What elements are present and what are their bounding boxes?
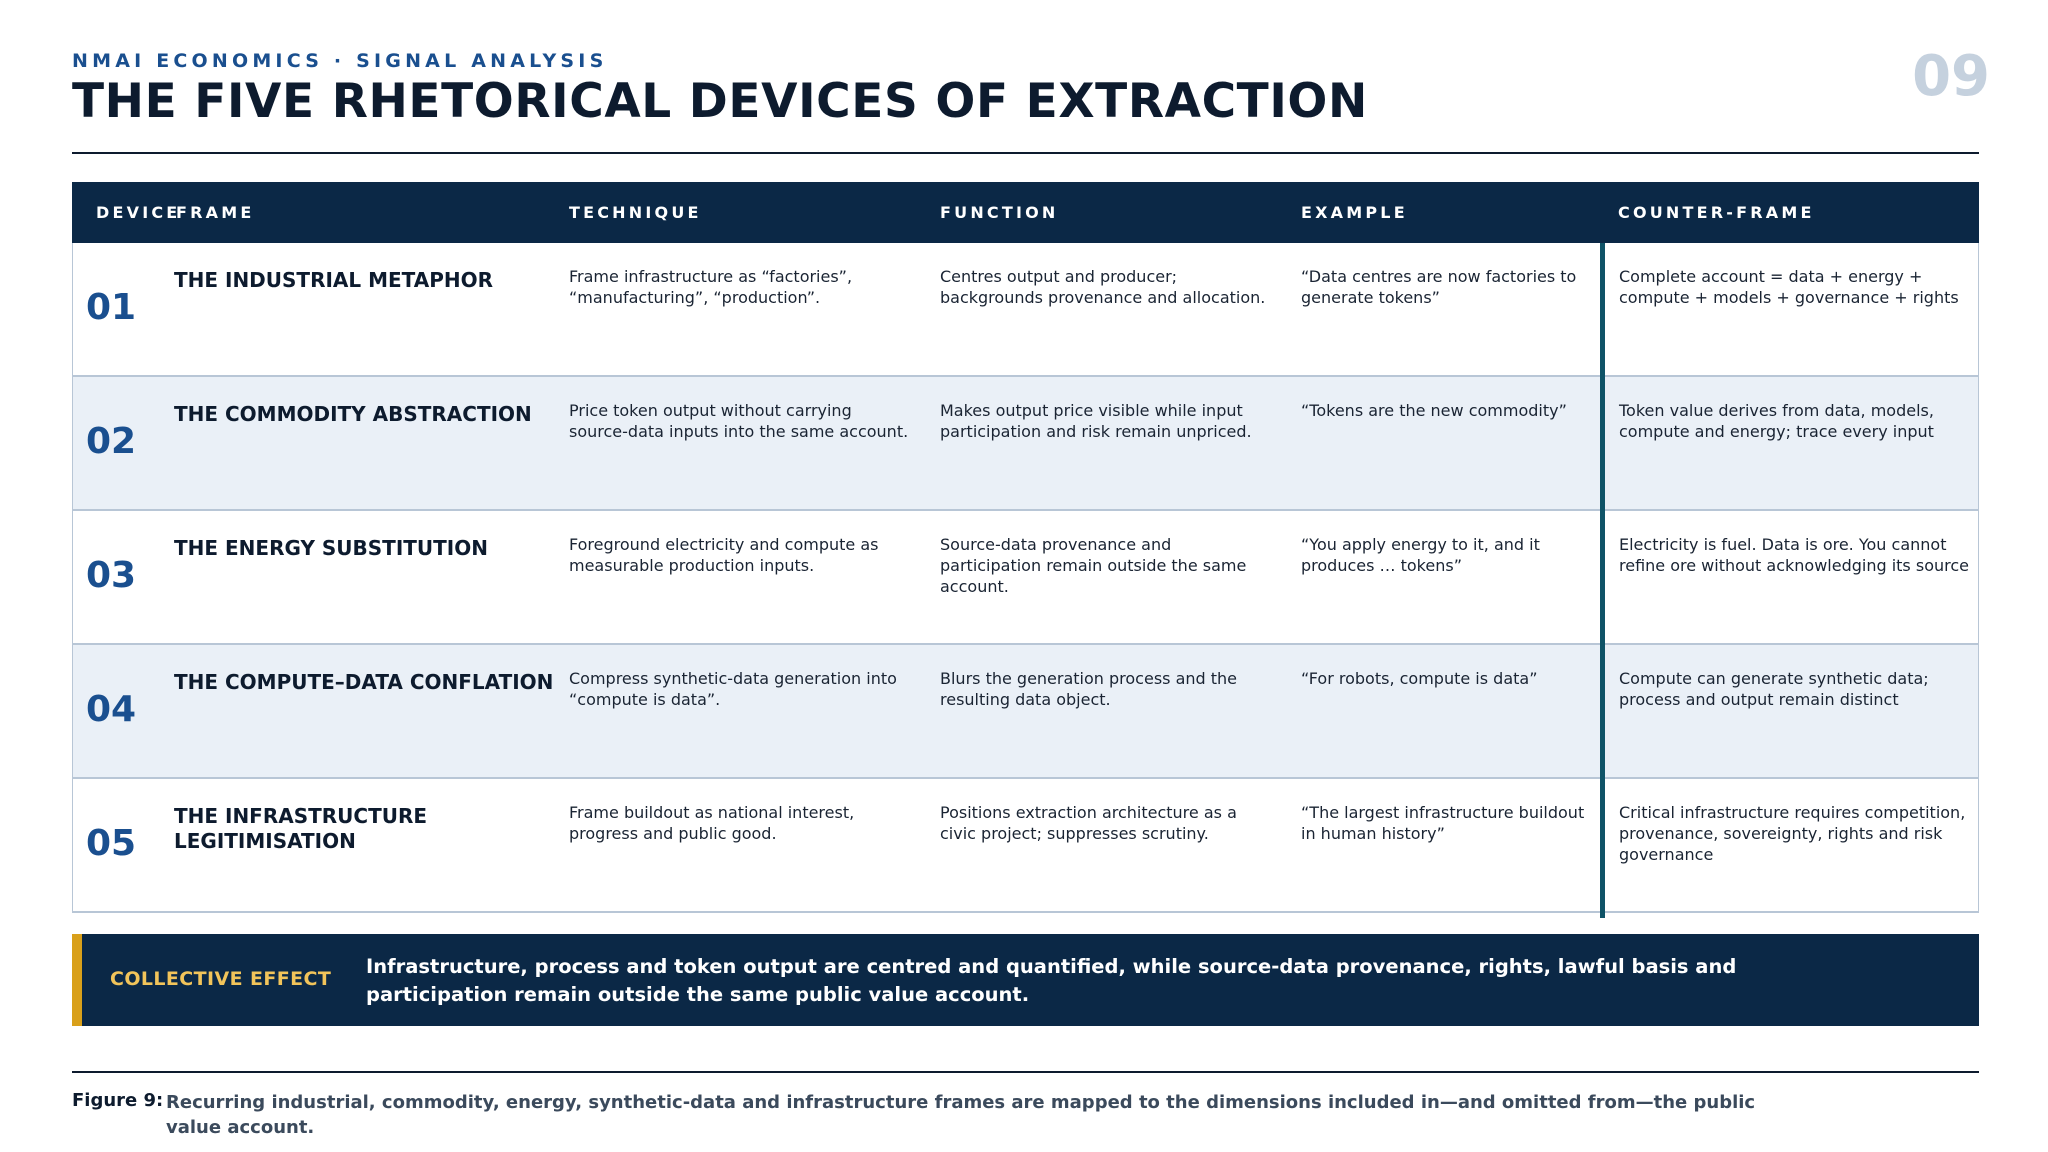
table-row	[72, 511, 1979, 645]
counter-frame-cell: Electricity is fuel. Data is ore. You cannot refine ore without acknowledging its source	[1619, 535, 1969, 575]
function-cell: Blurs the generation process and the resulting data object.	[940, 669, 1238, 709]
collective-effect-label: COLLECTIVE EFFECT	[110, 968, 332, 990]
table-row	[72, 645, 1979, 779]
frame-name: THE COMMODITY ABSTRACTION	[174, 402, 532, 426]
device-number: 03	[86, 555, 137, 596]
figure-label: Figure 9:	[72, 1090, 164, 1111]
footer-rule	[72, 1071, 1979, 1073]
frame-name: THE COMPUTE–DATA CONFLATION	[174, 670, 554, 694]
section-kicker: NMAI ECONOMICS · SIGNAL ANALYSIS	[72, 50, 608, 72]
page-title: THE FIVE RHETORICAL DEVICES OF EXTRACTION	[72, 74, 1368, 129]
table-row	[72, 377, 1979, 511]
collective-effect-banner	[72, 934, 1979, 1026]
collective-effect-text: Infrastructure, process and token output are centred and quantified, while source-data provenance, rights, lawful basis and participation remain outside the same public value account.	[366, 955, 1737, 1006]
column-header-function: FUNCTION	[940, 203, 1059, 222]
device-number: 05	[86, 823, 137, 864]
column-header-technique: TECHNIQUE	[569, 203, 702, 222]
technique-cell: Frame infrastructure as “factories”, “manufacturing”, “production”.	[569, 267, 853, 307]
page-number: 09	[1912, 44, 1990, 109]
counter-frame-cell: Critical infrastructure requires competition, provenance, sovereignty, rights and risk governance	[1619, 803, 1966, 864]
function-cell: Source-data provenance and participation remain outside the same account.	[940, 535, 1247, 596]
technique-cell: Foreground electricity and compute as measurable production inputs.	[569, 535, 879, 575]
counter-frame-cell: Token value derives from data, models, compute and energy; trace every input	[1619, 401, 1934, 441]
example-cell: “For robots, compute is data”	[1301, 669, 1538, 688]
column-header-counter-frame: COUNTER-FRAME	[1618, 203, 1815, 222]
example-cell: “You apply energy to it, and it produces … tokens”	[1301, 535, 1540, 575]
technique-cell: Compress synthetic-data generation into “compute is data”.	[569, 669, 897, 709]
device-number: 04	[86, 689, 137, 730]
technique-cell: Frame buildout as national interest, progress and public good.	[569, 803, 855, 843]
column-header-device: DEVICE	[96, 203, 181, 222]
counter-frame-divider	[1600, 243, 1605, 918]
counter-frame-cell: Complete account = data + energy + compute + models + governance + rights	[1619, 267, 1959, 307]
device-number: 02	[86, 421, 137, 462]
function-cell: Positions extraction architecture as a civic project; suppresses scrutiny.	[940, 803, 1237, 843]
column-header-frame: FRAME	[176, 203, 255, 222]
table-row	[72, 243, 1979, 377]
devices-table	[72, 182, 1979, 913]
example-cell: “The largest infrastructure buildout in human history”	[1301, 803, 1585, 843]
example-cell: “Tokens are the new commodity”	[1301, 401, 1567, 420]
example-cell: “Data centres are now factories to generate tokens”	[1301, 267, 1577, 307]
device-number: 01	[86, 287, 137, 328]
table-header	[72, 182, 1979, 243]
function-cell: Makes output price visible while input participation and risk remain unpriced.	[940, 401, 1252, 441]
frame-name: THE INFRASTRUCTURE LEGITIMISATION	[174, 804, 428, 853]
function-cell: Centres output and producer; backgrounds provenance and allocation.	[940, 267, 1266, 307]
frame-name: THE INDUSTRIAL METAPHOR	[174, 268, 494, 292]
counter-frame-cell: Compute can generate synthetic data; process and output remain distinct	[1619, 669, 1929, 709]
table-row	[72, 779, 1979, 913]
effect-accent-bar	[72, 934, 82, 1026]
column-header-example: EXAMPLE	[1301, 203, 1408, 222]
header-rule	[72, 152, 1979, 154]
technique-cell: Price token output without carrying source-data inputs into the same account.	[569, 401, 909, 441]
frame-name: THE ENERGY SUBSTITUTION	[174, 536, 488, 560]
figure-caption: Recurring industrial, commodity, energy, synthetic-data and infrastructure frames are mapped to the dimensions included in—and omitted from—the public value account.	[166, 1092, 1756, 1138]
